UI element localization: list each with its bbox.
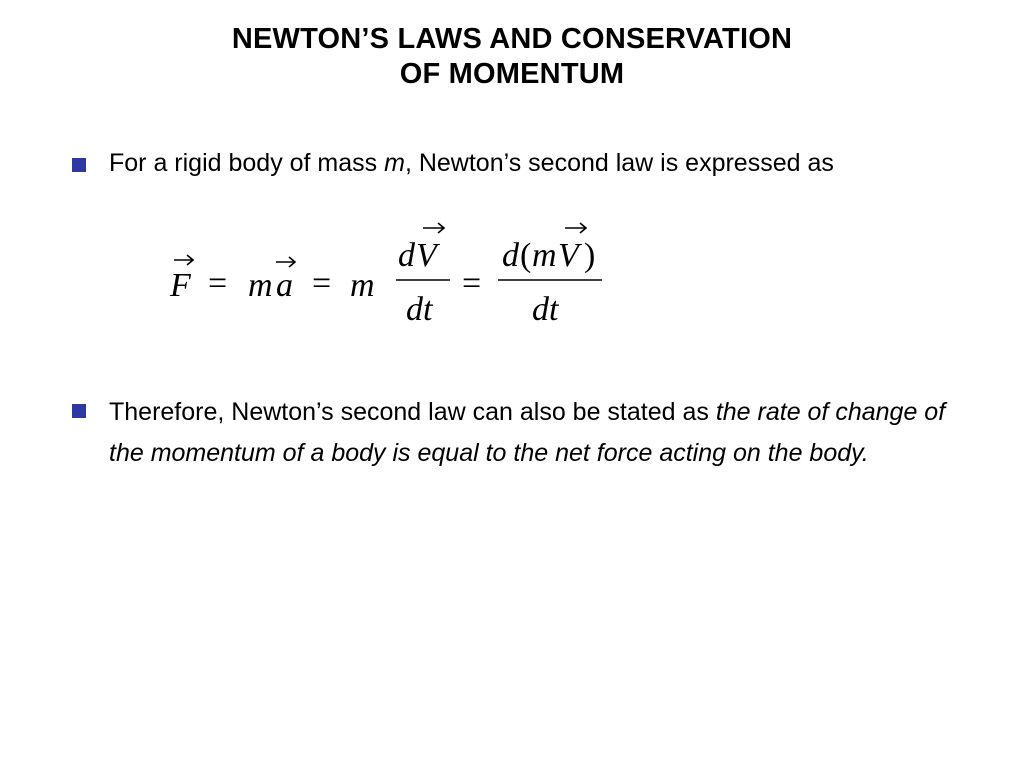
eq-frac1-dt: dt [406, 291, 433, 328]
vector-arrow-icon [565, 223, 586, 233]
eq-equals-3: = [462, 265, 482, 302]
eq-mass-2: m [350, 267, 375, 304]
vector-arrow-icon [174, 255, 193, 265]
slide-title-line-1: NEWTON’S LAWS AND CONSERVATION [231, 23, 793, 55]
bullet-text-2 [109, 392, 969, 474]
eq-frac1-d: d [398, 237, 415, 274]
eq-frac2-dt: dt [532, 291, 559, 328]
slide-title-line-2: OF MOMENTUM [399, 58, 625, 90]
bullet-1-text-before: For a rigid body of mass [109, 149, 385, 177]
bullet-2-text-before: Therefore, Newton’s second law can also be stated as [109, 398, 716, 426]
bullet-square-icon [72, 404, 86, 418]
eq-mass-1: m [248, 267, 273, 304]
bullet-1-text-after: , Newton’s second law is expressed as [404, 149, 834, 177]
vector-arrow-icon [276, 257, 295, 267]
slide-title [0, 22, 1024, 92]
eq-frac2-paren-close: ) [584, 237, 596, 274]
bullet-text-1 [109, 146, 969, 180]
eq-equals-2: = [312, 265, 332, 302]
newton-second-law-equation [160, 214, 620, 334]
eq-force-symbol: F [170, 267, 191, 304]
eq-frac2-mass: m [532, 237, 557, 274]
eq-acceleration-symbol: a [276, 267, 293, 304]
eq-frac2-d: d [502, 237, 519, 274]
bullet-2-italic-statement: the rate of change of the momentum of a body is equal to the net force acting on the body. [109, 398, 946, 467]
eq-frac1-velocity: V [416, 237, 437, 274]
vector-arrow-icon [423, 223, 444, 233]
eq-equals-1: = [208, 265, 228, 302]
equation-svg [160, 214, 620, 334]
bullet-square-icon [72, 158, 86, 172]
eq-frac2-velocity: V [558, 237, 579, 274]
eq-frac2-paren-open: ( [520, 237, 532, 274]
bullet-1-mass-symbol: m [384, 149, 405, 177]
